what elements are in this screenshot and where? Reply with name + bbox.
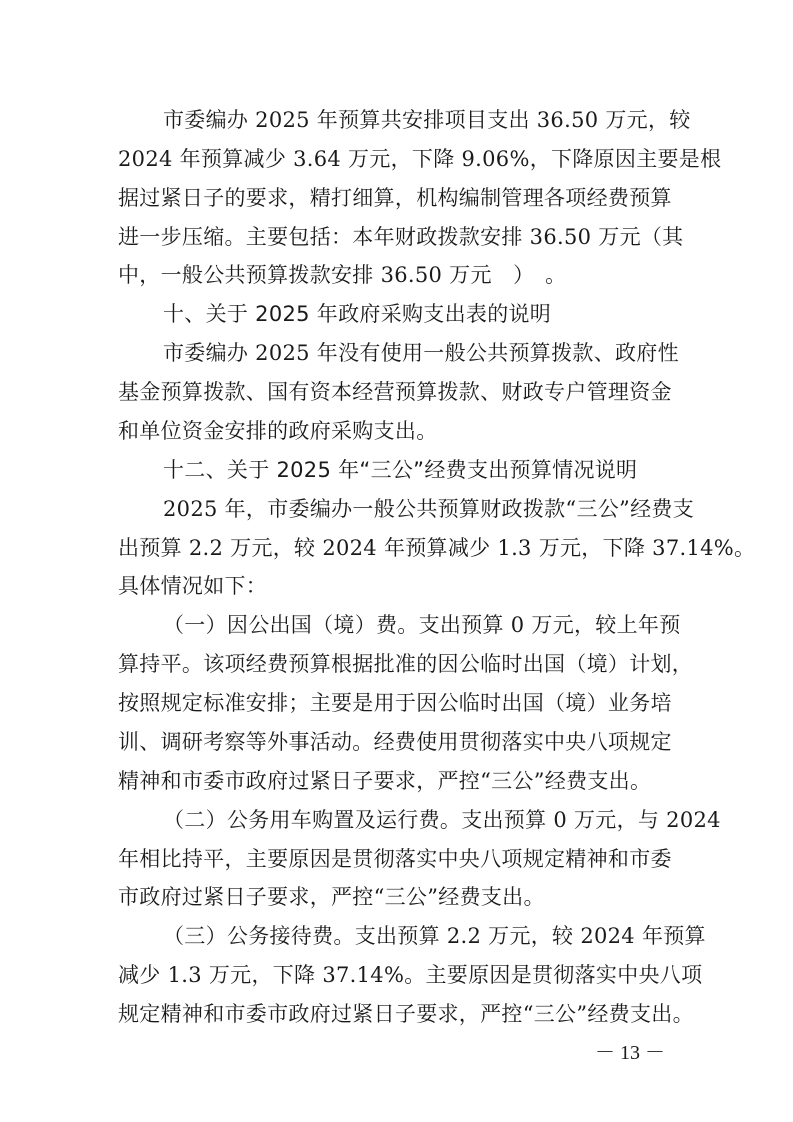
- subsection-line: （一）因公出国（境）费。支出预算 0 万元，较上年预: [163, 613, 681, 637]
- section-heading-procurement: 十、关于 2025 年政府采购支出表的说明: [163, 302, 552, 326]
- paragraph-line: 和单位资金安排的政府采购支出。: [118, 419, 438, 443]
- paragraph-line: 训、调研考察等外事活动。经费使用贯彻落实中央八项规定: [118, 730, 672, 754]
- paragraph-line: 具体情况如下：: [118, 574, 268, 598]
- section-heading-three-public: 十二、关于 2025 年“三公”经费支出预算情况说明: [163, 458, 638, 482]
- paragraph-line: 按照规定标准安排；主要是用于因公临时出国（境）业务培: [118, 691, 672, 715]
- subsection-line: （二）公务用车购置及运行费。支出预算 0 万元，与 2024: [163, 808, 721, 832]
- paragraph-line: 精神和市委市政府过紧日子要求，严控“三公”经费支出。: [118, 769, 652, 793]
- paragraph-line: 中，一般公共预算拨款安排 36.50 万元 ） 。: [118, 263, 567, 287]
- paragraph-line: 算持平。该项经费预算根据批准的因公临时出国（境）计划，: [118, 652, 694, 676]
- paragraph-line: 年相比持平，主要原因是贯彻落实中央八项规定精神和市委: [118, 847, 672, 871]
- paragraph-line: 2025 年，市委编办一般公共预算财政拨款“三公”经费支: [163, 497, 694, 521]
- paragraph-line: 市政府过紧日子要求，严控“三公”经费支出。: [118, 885, 545, 909]
- paragraph-line: 2024 年预算减少 3.64 万元，下降 9.06%，下降原因主要是根: [118, 147, 722, 171]
- paragraph-line: 进一步压缩。主要包括：本年财政拨款安排 36.50 万元（其: [118, 225, 684, 249]
- subsection-line: （三）公务接待费。支出预算 2.2 万元，较 2024 年预算: [163, 924, 706, 948]
- paragraph-line: 基金预算拨款、国有资本经营预算拨款、财政专户管理资金: [118, 380, 672, 404]
- paragraph-line: 市委编办 2025 年没有使用一般公共预算拨款、政府性: [163, 341, 679, 365]
- paragraph-line: 据过紧日子的要求，精打细算，机构编制管理各项经费预算: [118, 186, 672, 210]
- paragraph-line: 出预算 2.2 万元，较 2024 年预算减少 1.3 万元，下降 37.14%。: [118, 536, 756, 560]
- paragraph-line: 市委编办 2025 年预算共安排项目支出 36.50 万元，较: [163, 108, 691, 132]
- page-number: － 13 －: [595, 1042, 665, 1064]
- paragraph-line: 减少 1.3 万元，下降 37.14%。主要原因是贯彻落实中央八项: [118, 963, 703, 987]
- paragraph-line: 规定精神和市委市政府过紧日子要求，严控“三公”经费支出。: [118, 1002, 694, 1026]
